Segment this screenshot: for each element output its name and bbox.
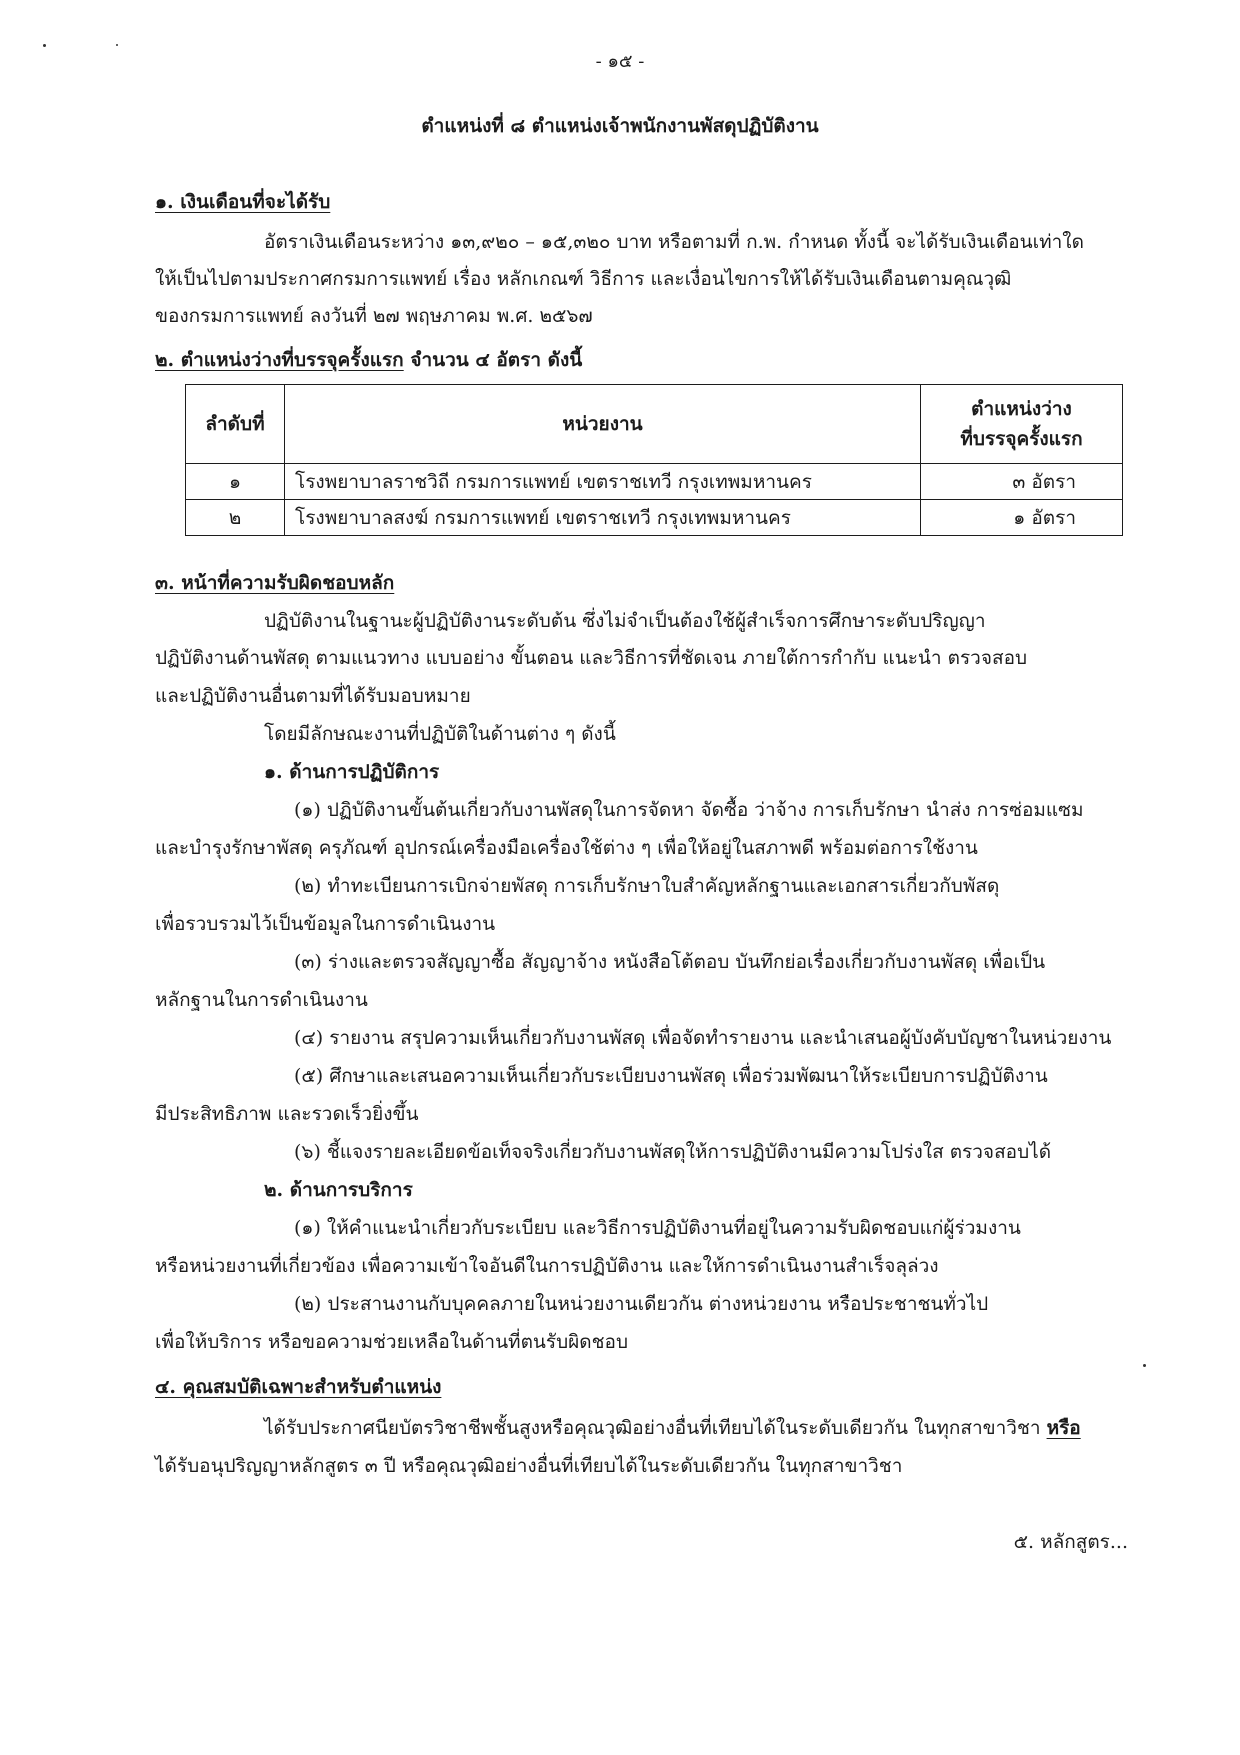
salary-line-1: อัตราเงินเดือนระหว่าง ๑๓,๙๒๐ – ๑๕,๓๒๐ บาท หรือตามที่ ก.พ. กำหนด ทั้งนี้ จะได้รับเงินเดือนเท่าใด	[264, 231, 1084, 253]
operations-item-5: (๕) ศึกษาและเสนอความเห็นเกี่ยวกับระเบียบงานพัสดุ เพื่อร่วมพัฒนาให้ระเบียบการปฏิบัติงาน	[294, 1065, 1048, 1087]
service-item-2-cont: เพื่อให้บริการ หรือขอความช่วยเหลือในด้านที่ตนรับผิดชอบ	[155, 1331, 629, 1353]
row-no: ๒	[186, 500, 285, 536]
operations-item-3: (๓) ร่างและตรวจสัญญาซื้อ สัญญาจ้าง หนังสือโต้ตอบ บันทึกย่อเรื่องเกี่ยวกับงานพัสดุ เพื่อเป็น	[294, 951, 1046, 973]
section-4-heading: ๔. คุณสมบัติเฉพาะสำหรับตำแหน่ง	[155, 1376, 442, 1398]
salary-line-2: ให้เป็นไปตามประกาศกรมการแพทย์ เรื่อง หลักเกณฑ์ วิธีการ และเงื่อนไขการให้ได้รับเงินเดือนตามคุณวุฒิ	[155, 268, 1012, 290]
operations-item-6: (๖) ชี้แจงรายละเอียดข้อเท็จจริงเกี่ยวกับงานพัสดุให้การปฏิบัติงานมีความโปร่งใส ตรวจสอบได้	[294, 1141, 1052, 1163]
duty-intro-line-1: ปฏิบัติงานในฐานะผู้ปฏิบัติงานระดับต้น ซึ่งไม่จำเป็นต้องใช้ผู้สำเร็จการศึกษาระดับปริญญา	[264, 610, 986, 632]
operations-item-5-cont: มีประสิทธิภาพ และรวดเร็วยิ่งขึ้น	[155, 1103, 419, 1125]
duty-intro-line-3: และปฏิบัติงานอื่นตามที่ได้รับมอบหมาย	[155, 685, 471, 707]
col-header-vacancy: ตำแหน่งว่าง ที่บรรจุครั้งแรก	[921, 385, 1123, 464]
operations-item-1: (๑) ปฏิบัติงานขั้นต้นเกี่ยวกับงานพัสดุในการจัดหา จัดซื้อ ว่าจ้าง การเก็บรักษา นำส่ง การซ่อมแซม	[294, 799, 1084, 821]
operations-item-2: (๒) ทำทะเบียนการเบิกจ่ายพัสดุ การเก็บรักษาใบสำคัญหลักฐานและเอกสารเกี่ยวกับพัสดุ	[294, 875, 1000, 897]
col-header-no: ลำดับที่	[186, 385, 285, 464]
position-title: ตำแหน่งที่ ๘ ตำแหน่งเจ้าพนักงานพัสดุปฏิบัติงาน	[421, 115, 819, 137]
section-3-heading: ๓. หน้าที่ความรับผิดชอบหลัก	[155, 572, 395, 594]
scan-speck	[1143, 1364, 1146, 1367]
col-header-agency: หน่วยงาน	[285, 385, 921, 464]
operations-item-2-cont: เพื่อรวบรวมไว้เป็นข้อมูลในการดำเนินงาน	[155, 913, 496, 935]
service-item-2: (๒) ประสานงานกับบุคคลภายในหน่วยงานเดียวกัน ต่างหน่วยงาน หรือประชาชนทั่วไป	[294, 1293, 989, 1315]
salary-line-3: ของกรมการแพทย์ ลงวันที่ ๒๗ พฤษภาคม พ.ศ. ๒๕๖๗	[155, 305, 593, 327]
table-header-row	[186, 385, 1123, 464]
row-no: ๑	[186, 464, 285, 500]
row-agency: โรงพยาบาลราชวิถี กรมการแพทย์ เขตราชเทวี กรุงเทพมหานคร	[285, 464, 921, 500]
operations-heading: ๑. ด้านการปฏิบัติการ	[264, 761, 440, 783]
row-agency: โรงพยาบาลสงฆ์ กรมการแพทย์ เขตราชเทวี กรุงเทพมหานคร	[285, 500, 921, 536]
or-emphasis: หรือ	[1046, 1417, 1081, 1439]
operations-item-3-cont: หลักฐานในการดำเนินงาน	[155, 989, 368, 1011]
service-heading: ๒. ด้านการบริการ	[264, 1179, 413, 1201]
duty-intro-line-2: ปฏิบัติงานด้านพัสดุ ตามแนวทาง แบบอย่าง ขั้นตอน และวิธีการที่ชัดเจน ภายใต้การกำกับ แนะนำ ตรวจสอบ	[155, 647, 1028, 669]
qualification-line-2: ได้รับอนุปริญญาหลักสูตร ๓ ปี หรือคุณวุฒิอย่างอื่นที่เทียบได้ในระดับเดียวกัน ในทุกสาขาวิชา	[155, 1455, 903, 1477]
table-row	[186, 500, 1123, 536]
row-count: ๑ อัตรา	[921, 500, 1123, 536]
table-row	[186, 464, 1123, 500]
operations-item-1-cont: และบำรุงรักษาพัสดุ ครุภัณฑ์ อุปกรณ์เครื่องมือเครื่องใช้ต่าง ๆ เพื่อให้อยู่ในสภาพดี พร้อมต่อการใช้งาน	[155, 837, 978, 859]
vacancy-table	[185, 384, 1123, 536]
section-1-heading: ๑. เงินเดือนที่จะได้รับ	[155, 191, 331, 213]
row-count: ๓ อัตรา	[921, 464, 1123, 500]
duty-intro-line-4: โดยมีลักษณะงานที่ปฏิบัติในด้านต่าง ๆ ดังนี้	[264, 723, 616, 745]
service-item-1-cont: หรือหน่วยงานที่เกี่ยวข้อง เพื่อความเข้าใจอันดีในการปฏิบัติงาน และให้การดำเนินงานสำเร็จลุล่วง	[155, 1255, 939, 1277]
continuation-note: ๕. หลักสูตร...	[1013, 1531, 1128, 1553]
qualification-line-1: ได้รับประกาศนียบัตรวิชาชีพชั้นสูงหรือคุณวุฒิอย่างอื่นที่เทียบได้ในระดับเดียวกัน ในทุกสาขาวิชา หรือ	[264, 1417, 1081, 1439]
page-number: - ๑๕ -	[595, 51, 645, 72]
section-2-heading: ๒. ตำแหน่งว่างที่บรรจุครั้งแรก จำนวน ๔ อัตรา ดังนี้	[155, 349, 583, 371]
operations-item-4: (๔) รายงาน สรุปความเห็นเกี่ยวกับงานพัสดุ เพื่อจัดทำรายงาน และนำเสนอผู้บังคับบัญชาในหน่วยงาน	[294, 1027, 1112, 1049]
service-item-1: (๑) ให้คำแนะนำเกี่ยวกับระเบียบ และวิธีการปฏิบัติงานที่อยู่ในความรับผิดชอบแก่ผู้ร่วมงาน	[294, 1217, 1021, 1239]
